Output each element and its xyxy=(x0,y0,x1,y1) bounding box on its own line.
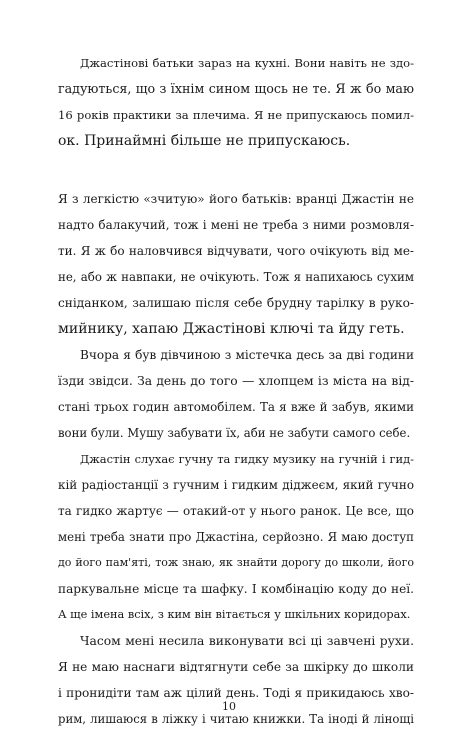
text-line: 16 років практики за плечима. Я не припускаюсь помил- xyxy=(58,108,414,122)
text-body xyxy=(58,186,414,732)
text-line: їзди звідси. За день до того — хлопцем із міста на від- xyxy=(58,374,414,388)
text-line: Я не маю наснаги відтягнути себе за шкірку до школи xyxy=(58,660,414,674)
text-line: ти. Я ж бо наловчився відчувати, чого очікують від ме- xyxy=(58,244,414,258)
text-line: Джастінові батьки зараз на кухні. Вони навіть не здо- xyxy=(80,56,414,70)
text-line: ок. Принаймні більше не припускаюсь. xyxy=(58,133,351,149)
text-line: Вчора я був дівчиною з містечка десь за дві години xyxy=(80,348,414,362)
text-line: гадуються, що з їхнім сином щось не те. Я ж бо маю xyxy=(58,81,414,96)
text-line: не, або ж навпаки, не очікують. Тож я напихаюсь сухим xyxy=(58,270,414,284)
text-line: і пронидіти там аж цілий день. Тоді я прикидаюсь хво- xyxy=(58,686,414,700)
text-line: надто балакучий, тож і мені не треба з ними розмовля- xyxy=(58,218,414,232)
text-line: стані трьох годин автомобілем. Та я вже й забув, якими xyxy=(58,400,414,414)
text-line: А ще імена всіх, з ким він вітається у шкільних коридорах. xyxy=(58,608,411,621)
text-line: Часом мені несила виконувати всі ці завчені рухи. xyxy=(80,634,414,648)
text-line: мені треба знати про Джастіна, серйозно. Я маю доступ xyxy=(58,530,414,544)
text-line: сніданком, залишаю після себе брудну тарілку в руко- xyxy=(58,296,414,310)
text-line: паркувальне місце та шафку. І комбінацію коду до неї. xyxy=(58,582,414,596)
text-line: мийнику, хапаю Джастінові ключі та йду геть. xyxy=(58,321,405,337)
text-line: та гидко жартує — отакий-от у нього ранок. Це все, що xyxy=(58,504,414,518)
text-line: кій радіостанції з гучним і гидким діджеєм, який гучно xyxy=(58,478,414,492)
text-line: рим, лишаюся в ліжку і читаю книжки. Та іноді й лінощі xyxy=(58,712,414,726)
text-line: до його пам'яті, тож знаю, як знайти дорогу до школи, його xyxy=(58,556,414,569)
page-number: 10 xyxy=(222,700,236,713)
text-line: вони були. Мушу забувати їх, аби не забути самого себе. xyxy=(58,426,411,440)
paragraph-1 xyxy=(58,50,414,154)
text-line: Джастін слухає гучну та гидку музику на гучній і гид- xyxy=(80,452,414,466)
text-line: Я з легкістю «зчитую» його батьків: вранці Джастін не xyxy=(58,192,414,206)
